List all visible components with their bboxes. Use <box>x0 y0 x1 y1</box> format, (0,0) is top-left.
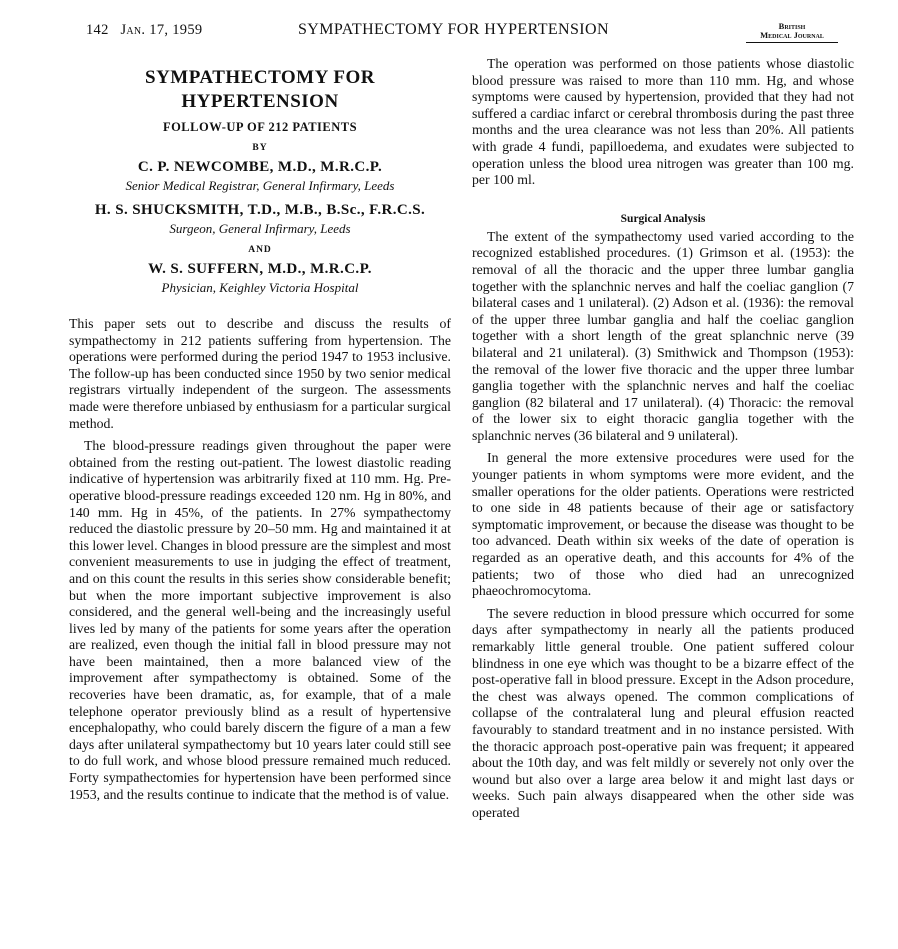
journal-name <box>746 22 838 43</box>
issue-date: Jan. 17, 1959 <box>120 22 203 38</box>
article-subtitle: FOLLOW-UP OF 212 PATIENTS <box>162 120 358 134</box>
and-label: AND <box>248 245 272 255</box>
author-affiliation: Surgeon, General Infirmary, Leeds <box>169 221 351 236</box>
left-column <box>69 66 451 803</box>
author-name: C. P. NEWCOMBE, M.D., M.R.C.P. <box>137 159 383 175</box>
title-line-2: HYPERTENSION <box>181 91 339 112</box>
author-affiliation: Physician, Keighley Victoria Hospital <box>161 280 359 295</box>
left-body-text <box>69 316 451 803</box>
body-paragraph: The blood-pressure readings given throughout the paper were obtained from the resting out-patient. The lowest diastolic reading indicative of hypertension was arbitrarily fixed at 110 mm. Hg. Pre-operative blood-pressure readings exceeded 120 nm. Hg in 80%, and 140 mm. Hg in 45%, of the patients. In 27% sympathectomy reduced the diastolic pressure by 20–50 mm. Hg and maintained it at this lower level. Changes in blood pressure are the simplest and most convenient measurements to use in judging the effect of treatment, and on this count the results in this series show considerable benefit; but when the more important subjective improvement is also considered, and the general well-being and the increasingly useful lives led by many of the patients for some years after the operation are realized, even though the initial fall in blood pressure may not have been maintained, then a more balanced view of the improvement after sympathectomy is obtained. Some of the recoveries have been dramatic, as, for example, that of a male telephone operator previously blind as a result of hypertensive encephalopathy, who could barely discern the figure of a man a few days after unilateral sympathectomy but 10 years later could still see to do full work, and whose blood pressure remained much reduced. Forty sympathectomies for hypertension have been performed since 1953, and the results continue to indicate that the method is of value. <box>69 438 451 802</box>
title-line-1: SYMPATHECTOMY FOR <box>145 67 375 88</box>
author-name: H. S. SHUCKSMITH, T.D., M.B., B.Sc., F.R.C.S. <box>94 202 426 218</box>
body-paragraph: This paper sets out to describe and discuss the results of sympathectomy in 212 patients suffering from hypertension. The operations were performed during the period 1947 to 1953 inclusive. The follow-up has been conducted since 1950 by two senior medical registrars virtually independent of the surgeon. The assessments made were therefore unbiased by enthusiasm for a particular surgical method. <box>69 316 451 431</box>
body-paragraph: The extent of the sympathectomy used varied according to the recognized established procedures. (1) Grimson et al. (1953): the removal of all the thoracic and the upper three lumbar ganglia together with the splanchnic nerves and half the coeliac ganglion (7 bilateral cases and 1 unilateral). (2) Adson et al. (1936): the removal of the upper three lumbar ganglia and half the coeliac ganglion together with a short length of the great splanchnic nerve (39 bilateral and 21 unilateral). (3) Smithwick and Thompson (1953): the removal of the lower five thoracic and the upper three lumbar ganglia together with the splanchnic nerves and half the coeliac ganglion (82 bilateral and 17 unilateral). (4) Thoracic: the removal of the lower six to eight thoracic ganglia together with the splanchnic nerves (36 bilateral and 9 unilateral). <box>472 228 854 443</box>
right-column <box>472 56 854 822</box>
author-affiliation: Senior Medical Registrar, General Infirmary, Leeds <box>125 178 395 193</box>
section-heading: Surgical Analysis <box>620 212 706 225</box>
journal-name-line1: British <box>778 21 806 31</box>
author-name: W. S. SUFFERN, M.D., M.R.C.P. <box>148 261 372 277</box>
page-number-and-date <box>86 22 202 39</box>
body-paragraph: The operation was performed on those patients whose diastolic blood pressure was raised to more than 110 mm. Hg, and whose symptoms were caused by hypertension, provided that they had not suffered a cardiac infarct or cerebral thrombosis during the past three months and the urea clearance was not less than 20%. All patients with grade 4 fundi, papilloedema, and exudates were subjected to operation unless the blood urea nitrogen was greater than 100 mg. per 100 ml. <box>472 56 854 188</box>
article-title <box>69 66 451 114</box>
running-header <box>86 20 838 42</box>
journal-name-line2: Medical Journal <box>760 30 824 40</box>
by-label: BY <box>252 143 268 153</box>
body-paragraph: In general the more extensive procedures were used for the younger patients in whom symptoms were more evident, and the smaller operations for the older patients. Operations were restricted to one side in 48 patients because of their age or satisfactory symptomatic improvement, or because the disease was thought to be too advanced. Death within six weeks of the date of operation is regarded as an operative death, and this accounts for 4% of the patients; two of those who died had an unrecognized phaeochromocytoma. <box>472 450 854 599</box>
running-title: SYMPATHECTOMY FOR HYPERTENSION <box>298 21 609 38</box>
body-paragraph: The severe reduction in blood pressure which occurred for some days after sympathectomy in nearly all the patients produced remarkably little general trouble. One patient suffered colour blindness in one eye which was thought to be a bizarre effect of the post-operative fall in blood pressure. Except in the Adson procedure, the chest was always opened. The common complications of collapse of the contralateral lung and pleural effusion reacted favourably to standard treatment and in no instance persisted. With the thoracic approach post-operative pain was frequent; it appeared about the 10th day, and was felt mildly or severely not only over the wound but also over a large area below it and might last days or weeks. Such pain always disappeared when the other side was operated <box>472 605 854 820</box>
page-number: 142 <box>86 22 109 38</box>
